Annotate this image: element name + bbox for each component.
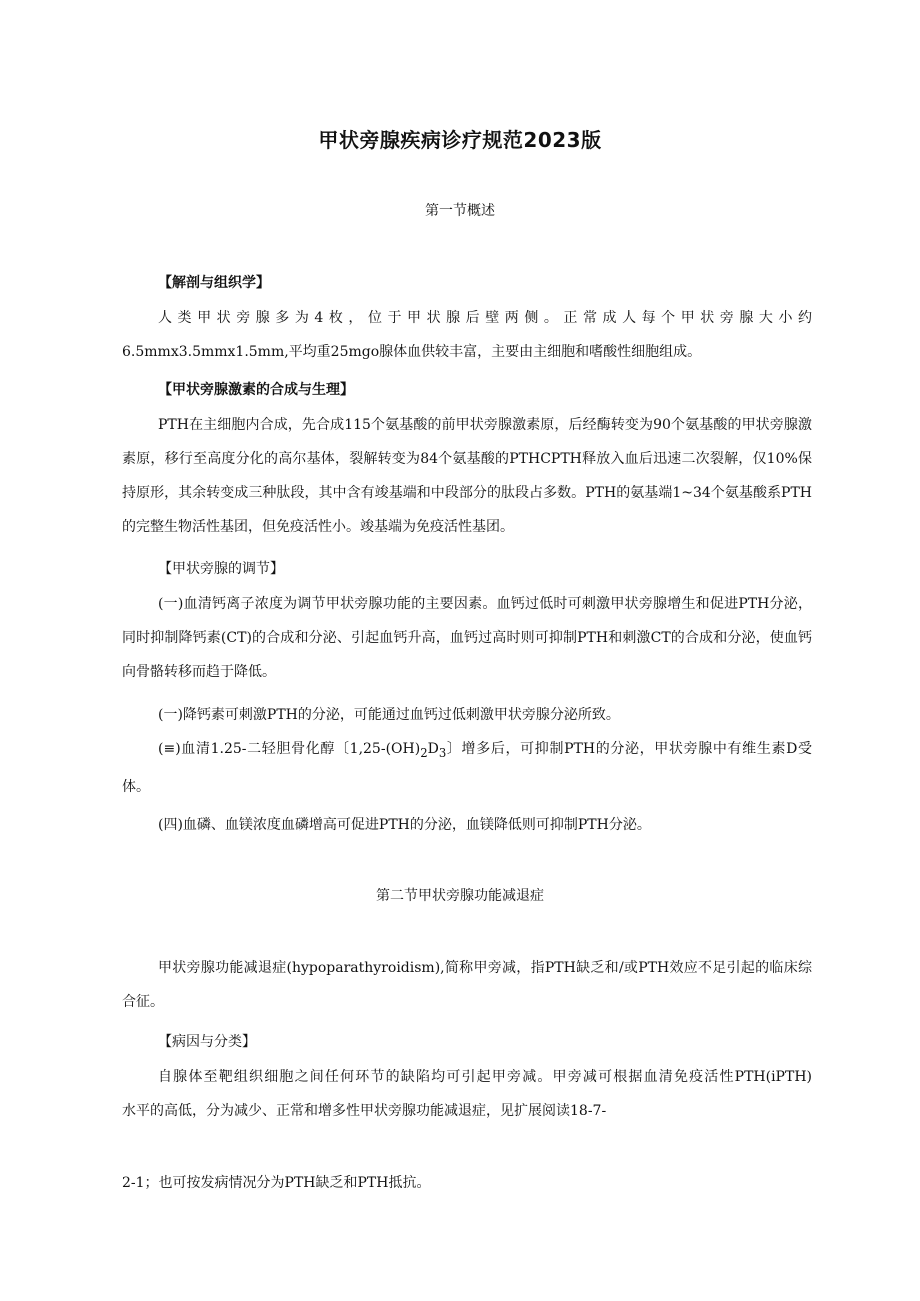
- regulation-item-1: (一)血清钙离子浓度为调节甲状旁腺功能的主要因素。血钙过低时可刺激甲状旁腺增生和促进PTH分泌，同时抑制降钙素(CT)的合成和分泌、引起血钙升高，血钙过高时则可抑制PTH和刺激CT的合成和分泌，使血钙向骨骼转移而趋于降低。: [122, 596, 812, 680]
- etiology-line-2: 水平的高低，分为减少、正常和增多性甲状旁腺功能减退症，见扩展阅读18-7-: [122, 1103, 607, 1119]
- document-title: 甲状旁腺疾病诊疗规范2023版: [318, 128, 602, 152]
- anatomy-paragraph-line-2: 6.5mmx3.5mmx1.5mm,平均重25mgo腺体血供较丰富，主要由主细胞和嗜酸性细胞组成。: [122, 344, 702, 360]
- regulation-item-3: [122, 732, 812, 804]
- section-1-heading: 第一节概述: [425, 203, 495, 219]
- section-2-heading: 第二节甲状旁腺功能减退症: [376, 888, 544, 904]
- regulation-item-4: (四)血磷、血镁浓度血磷增高可促进PTH的分泌，血镁降低则可抑制PTH分泌。: [158, 817, 651, 833]
- regulation-heading: 【甲状旁腺的调节】: [158, 561, 284, 577]
- regulation-item-2: (一)降钙素可刺激PTH的分泌，可能通过血钙过低刺激甲状旁腺分泌所致。: [158, 707, 620, 723]
- etiology-heading: 【病因与分类】: [158, 1034, 256, 1050]
- regulation-item-3-mid: D: [427, 741, 439, 757]
- hormone-paragraph: PTH在主细胞内合成，先合成115个氨基酸的前甲状旁腺激素原，后经酶转变为90个氨基酸的甲状旁腺激素原，移行至高度分化的高尔基体，裂解转变为84个氨基酸的PTHCPTH释放入血后迅速二次裂解，仅10%保持原形，其余转变成三种肽段，其中含有竣基端和中段部分的肽段占多数。PTH的氨基端1~34个氨基酸系PTH的完整生物活性基团，但免疫活性小。竣基端为免疫活性基团。: [122, 417, 812, 535]
- regulation-item-3-subscript-2: 3: [438, 745, 447, 760]
- section-2-intro: 甲状旁腺功能减退症(hypoparathyroidism),简称甲旁减，指PTH缺乏和/或PTH效应不足引起的临床综合征。: [122, 960, 812, 1010]
- anatomy-paragraph-line-1: 人类甲状旁腺多为4枚，位于甲状腺后壁两侧。正常成人每个甲状旁腺大小约: [158, 310, 812, 326]
- anatomy-heading: 【解剖与组织学】: [158, 275, 270, 291]
- regulation-item-3-prefix: (≡)血清1.25-二轻胆骨化醇〔1,25-(OH): [158, 741, 421, 757]
- hormone-heading: 【甲状旁腺激素的合成与生理】: [158, 382, 354, 398]
- etiology-line-1: 自腺体至靶组织细胞之间任何环节的缺陷均可引起甲旁减。甲旁减可根据血清免疫活性PTH(iPTH): [158, 1069, 812, 1085]
- regulation-item-3-suffix: 〕增多后，可抑制PTH的分泌，甲状旁腺中有维生素D受体。: [122, 741, 812, 795]
- etiology-line-3: 2-1；也可按发病情况分为PTH缺乏和PTH抵抗。: [122, 1175, 431, 1191]
- regulation-item-3-subscript-1: 2: [420, 745, 428, 760]
